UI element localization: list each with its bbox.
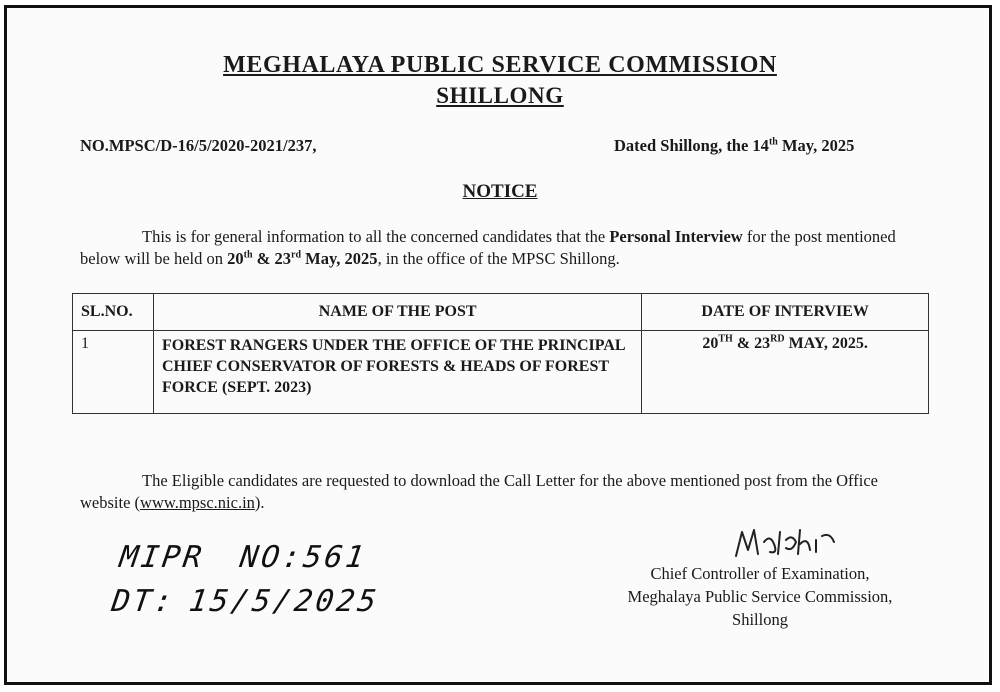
notice-paragraph-2 [80, 470, 925, 514]
organization-title: MEGHALAYA PUBLIC SERVICE COMMISSION [223, 52, 777, 78]
dated-prefix: Dated Shillong, the 14 [614, 136, 769, 155]
notice-title: NOTICE [462, 181, 538, 202]
para1-bold: Personal Interview [609, 227, 743, 246]
table-header-row [73, 294, 929, 331]
row-sl-no: 1 [73, 331, 154, 414]
header-post-name: NAME OF THE POST [153, 294, 641, 331]
signatory-city: Shillong [732, 610, 788, 629]
dated-suffix: May, 2025 [777, 136, 855, 155]
signatory-title: Chief Controller of Examination, [650, 564, 870, 583]
row-post-name: FOREST RANGERS UNDER THE OFFICE OF THE PRINCIPAL CHIEF CONSERVATOR OF FORESTS & HEADS OF FOREST FORCE (SEPT. 2023) [153, 331, 641, 414]
header-interview-date: DATE OF INTERVIEW [642, 294, 929, 331]
row-d1-sup: TH [718, 333, 733, 345]
website-link[interactable]: www.mpsc.nic.in [140, 493, 255, 512]
signature-mark [730, 522, 840, 564]
para1-d2: 23rd [274, 249, 302, 268]
para1-d: , in the office of the MPSC Shillong. [377, 249, 620, 268]
notice-paragraph-1 [80, 226, 925, 270]
para1-a: This is for general information to all the concerned candidates that the [142, 227, 610, 246]
para1-amp: & [252, 249, 275, 268]
para1-b: for the post mentioned below will be held on [80, 227, 896, 268]
header-sl-no: SL.NO. [73, 294, 154, 331]
table-row [73, 331, 929, 414]
signatory-block [580, 562, 940, 631]
organization-city: SHILLONG [436, 83, 564, 108]
dated-sup: th [768, 136, 778, 148]
row-d2-sup: RD [770, 333, 785, 345]
row-interview-date: 20TH & 23RD MAY, 2025. [642, 331, 929, 414]
handwritten-mipr-number: MIPR NO:561 [117, 540, 370, 575]
para1-d1-sup: th [243, 249, 253, 261]
reference-number: NO.MPSC/D-16/5/2020-2021/237, [80, 136, 317, 155]
signatory-org: Meghalaya Public Service Commission, [627, 587, 893, 606]
para1-d2-sup: rd [291, 249, 302, 261]
para2-a: The Eligible candidates are requested to download the Call Letter for the above mentioned post from the Office website ( [80, 471, 878, 512]
handwritten-date: DT: 15/5/2025 [109, 584, 382, 619]
interview-table [72, 293, 929, 414]
dated-line [614, 136, 854, 156]
para1-d1: 20th [227, 249, 253, 268]
para1-c: May, 2025 [301, 249, 378, 268]
para2-b: ). [254, 493, 265, 512]
